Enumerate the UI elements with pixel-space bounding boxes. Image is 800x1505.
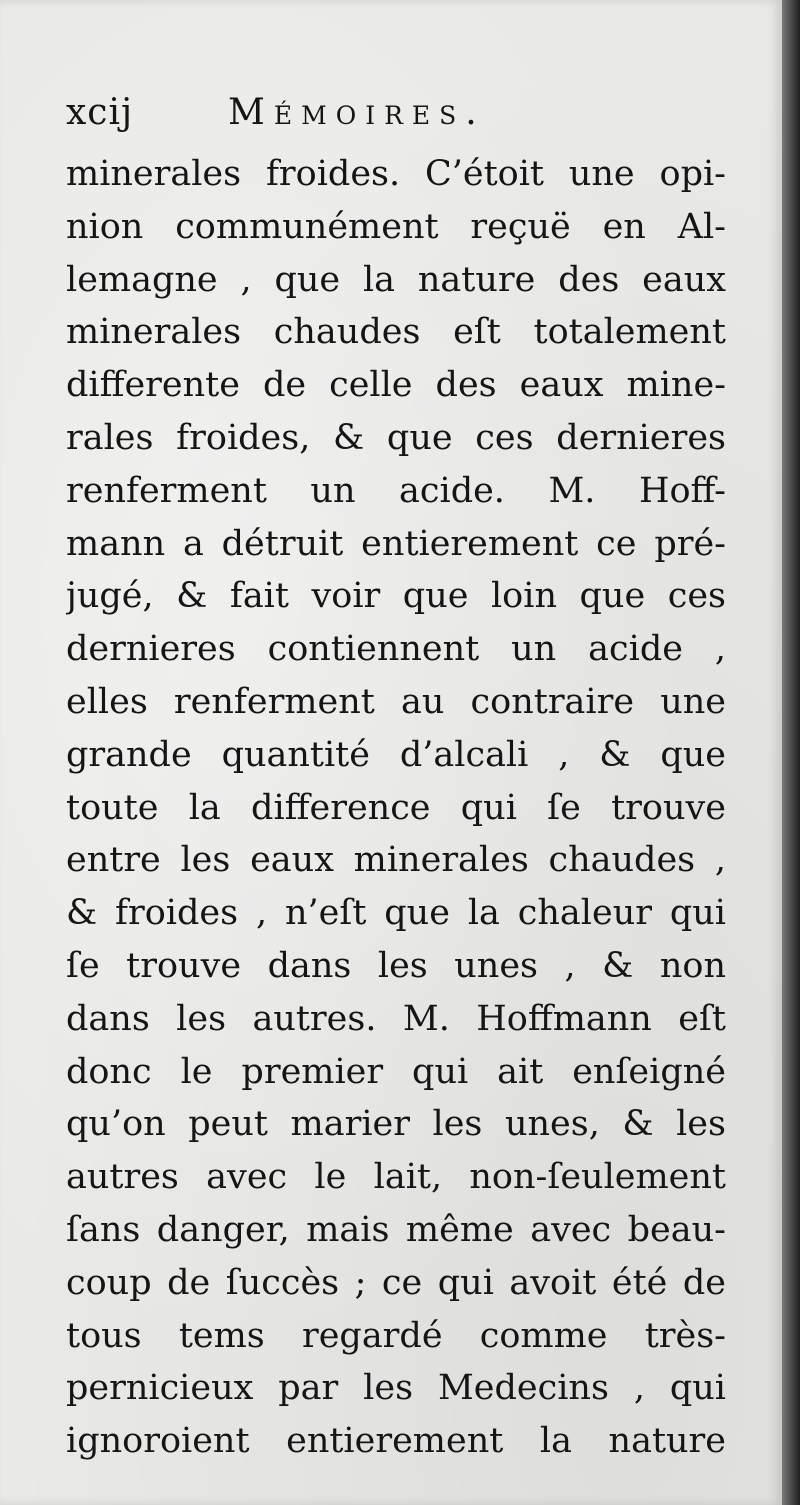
text-line: ſans danger, mais même avec beau- [66, 1209, 726, 1250]
page-edge-shadow [782, 0, 800, 1505]
text-line: mann a détruit entierement ce pré- [66, 523, 726, 564]
text-line: minerales froides. C’étoit une opi- [66, 154, 726, 194]
body-text [66, 148, 726, 1468]
text-line: grande quantité d’alcali , & que [66, 734, 726, 775]
text-line: dans les autres. M. Hoffmann eſt [66, 998, 726, 1039]
text-line: qu’on peut marier les unes, & les [66, 1104, 726, 1145]
text-line: toute la difference qui ſe trouve [66, 787, 726, 828]
text-line: jugé, & fait voir que loin que ces [66, 576, 726, 617]
text-line: ſe trouve dans les unes , & non [66, 945, 726, 986]
running-title: Mémoires. [228, 92, 486, 133]
page-header [66, 92, 726, 142]
text-line: donc le premier qui ait enſeigné [66, 1051, 726, 1092]
text-line: rales froides, & que ces dernieres [66, 417, 726, 458]
text-line: ignoroient entierement la nature [66, 1421, 726, 1462]
text-line: minerales chaudes eſt totalement [66, 312, 726, 353]
text-line: differente de celle des eaux mine- [66, 365, 726, 406]
text-line: & froides , n’eſt que la chaleur qui [66, 893, 726, 934]
text-line: lemagne , que la nature des eaux [66, 259, 726, 300]
text-line: elles renferment au contraire une [66, 681, 726, 722]
text-line: pernicieux par les Medecins , qui [66, 1368, 726, 1409]
text-line: nion communément reçuë en Al- [66, 206, 726, 247]
text-line: autres avec le lait, non-ſeulement [66, 1157, 726, 1198]
page-number: xcij [66, 92, 134, 133]
text-line: tous tems regardé comme très- [66, 1315, 726, 1356]
text-line: coup de ſuccès ; ce qui avoit été de [66, 1262, 726, 1303]
text-line: dernieres contiennent un acide , [66, 629, 726, 670]
text-line: entre les eaux minerales chaudes , [66, 840, 726, 881]
text-line: renferment un acide. M. Hoff- [66, 470, 726, 511]
